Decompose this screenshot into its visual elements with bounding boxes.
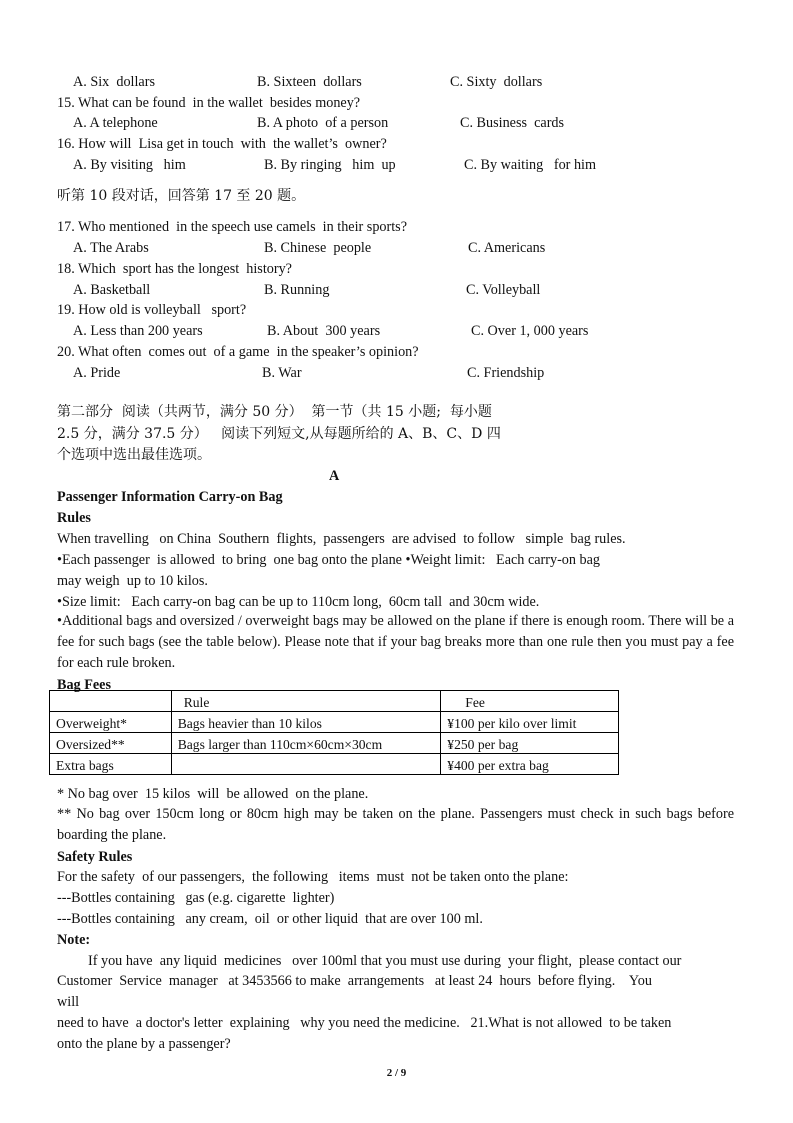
safety-item-1: ---Bottles containing gas (e.g. cigarette lighter) [57, 890, 335, 906]
q16-stem: 16. How will Lisa get in touch with the wallet’s owner? [57, 136, 387, 152]
table-header-row [50, 691, 619, 712]
bag-fees-table [49, 690, 619, 775]
q19-option-a: A. Less than 200 years [73, 323, 203, 339]
table-cell: Bags larger than 110cm×60cm×30cm [171, 733, 441, 754]
q18-option-a: A. Basketball [73, 282, 151, 298]
page-number: 2 / 9 [386, 1067, 407, 1079]
q15-stem: 15. What can be found in the wallet besides money? [57, 95, 361, 111]
note-heading: Note: [57, 932, 91, 948]
part2-header-line3: 个选项中选出最佳选项。 [57, 447, 211, 463]
q20-stem: 20. What often comes out of a game in the speaker’s opinion? [57, 344, 419, 360]
q16-option-a: A. By visiting him [73, 157, 186, 173]
passage-title: Passenger Information Carry-on Bag [57, 489, 283, 505]
q18-option-b: B. Running [264, 282, 330, 298]
q14-option-a: A. Six dollars [73, 74, 155, 90]
rules-paragraph-2a: •Each passenger is allowed to bring one bag onto the plane •Weight limit: Each carry-on bag [57, 552, 601, 568]
q16-option-b: B. By ringing him up [264, 157, 396, 173]
table-cell: Bags heavier than 10 kilos [171, 712, 441, 733]
rules-heading: Rules [57, 510, 91, 526]
note-line-2: Customer Service manager at 3453566 to make arrangements at least 24 hours before flying. You [57, 973, 652, 989]
note-line-1: If you have any liquid medicines over 100ml that you must use during your flight, please contact our [88, 953, 682, 969]
table-cell [171, 754, 441, 775]
table-header-cell [50, 691, 172, 712]
note-line-3: will [57, 994, 80, 1010]
table-cell: Oversized** [50, 733, 172, 754]
table-cell: ¥100 per kilo over limit [441, 712, 619, 733]
q17-option-a: A. The Arabs [73, 240, 149, 256]
part2-header-line1: 第二部分 阅读（共两节，满分 50 分） 第一节（共 15 小题; 每小题 [57, 404, 492, 420]
safety-intro: For the safety of our passengers, the following items must not be taken onto the plane: [57, 869, 569, 885]
q19-option-c: C. Over 1, 000 years [471, 323, 589, 339]
rules-paragraph-3: •Size limit: Each carry-on bag can be up to 110cm long, 60cm tall and 30cm wide. [57, 594, 540, 610]
footnote-1: * No bag over 15 kilos will be allowed on the plane. [57, 786, 369, 802]
table-header-cell: Fee [441, 691, 619, 712]
rules-paragraph-1: When travelling on China Southern flights, passengers are advised to follow simple bag rules. [57, 531, 626, 547]
q19-option-b: B. About 300 years [267, 323, 381, 339]
table-row [50, 754, 619, 775]
q15-option-b: B. A photo of a person [257, 115, 389, 131]
q19-stem: 19. How old is volleyball sport? [57, 302, 247, 318]
passage-letter: A [329, 468, 340, 484]
q15-option-a: A. A telephone [73, 115, 158, 131]
q14-option-b: B. Sixteen dollars [257, 74, 362, 90]
table-row [50, 712, 619, 733]
table-cell: Overweight* [50, 712, 172, 733]
q20-option-c: C. Friendship [467, 365, 545, 381]
q16-option-c: C. By waiting for him [464, 157, 597, 173]
q17-stem: 17. Who mentioned in the speech use camels in their sports? [57, 219, 408, 235]
rules-paragraph-4: •Additional bags and oversized / overweight bags may be allowed on the plane if there is enough room. There will be a fee for such bags (see the table below). Please note that if your bag breaks more than one rule then you must pay a fee for each rule broken. [57, 613, 734, 671]
q17-option-b: B. Chinese people [264, 240, 372, 256]
safety-item-2: ---Bottles containing any cream, oil or other liquid that are over 100 ml. [57, 911, 483, 927]
fees-heading: Bag Fees [57, 677, 111, 693]
table-cell: ¥250 per bag [441, 733, 619, 754]
part2-header-line2: 2.5 分，满分 37.5 分） 阅读下列短文,从每题所给的 A、B、C、D 四 [57, 426, 501, 442]
q17-option-c: C. Americans [468, 240, 546, 256]
table-cell: Extra bags [50, 754, 172, 775]
q15-option-c: C. Business cards [460, 115, 565, 131]
q20-option-a: A. Pride [73, 365, 121, 381]
rules-paragraph-2b: may weigh up to 10 kilos. [57, 573, 208, 589]
table-row [50, 733, 619, 754]
q14-option-c: C. Sixty dollars [450, 74, 543, 90]
safety-heading: Safety Rules [57, 849, 133, 865]
table-cell: ¥400 per extra bag [441, 754, 619, 775]
q18-option-c: C. Volleyball [466, 282, 541, 298]
note-line-5: onto the plane by a passenger? [57, 1036, 231, 1052]
table-header-cell: Rule [171, 691, 441, 712]
section10-instruction: 听第 10 段对话，回答第 17 至 20 题。 [57, 188, 306, 204]
note-line-4: need to have a doctor's letter explaining why you need the medicine. 21.What is not allowed to be taken [57, 1015, 672, 1031]
footnote-2: ** No bag over 150cm long or 80cm high may be taken on the plane. Passengers must check in such bags before boarding the plane. [57, 806, 734, 843]
q18-stem: 18. Which sport has the longest history? [57, 261, 292, 277]
q20-option-b: B. War [262, 365, 302, 381]
